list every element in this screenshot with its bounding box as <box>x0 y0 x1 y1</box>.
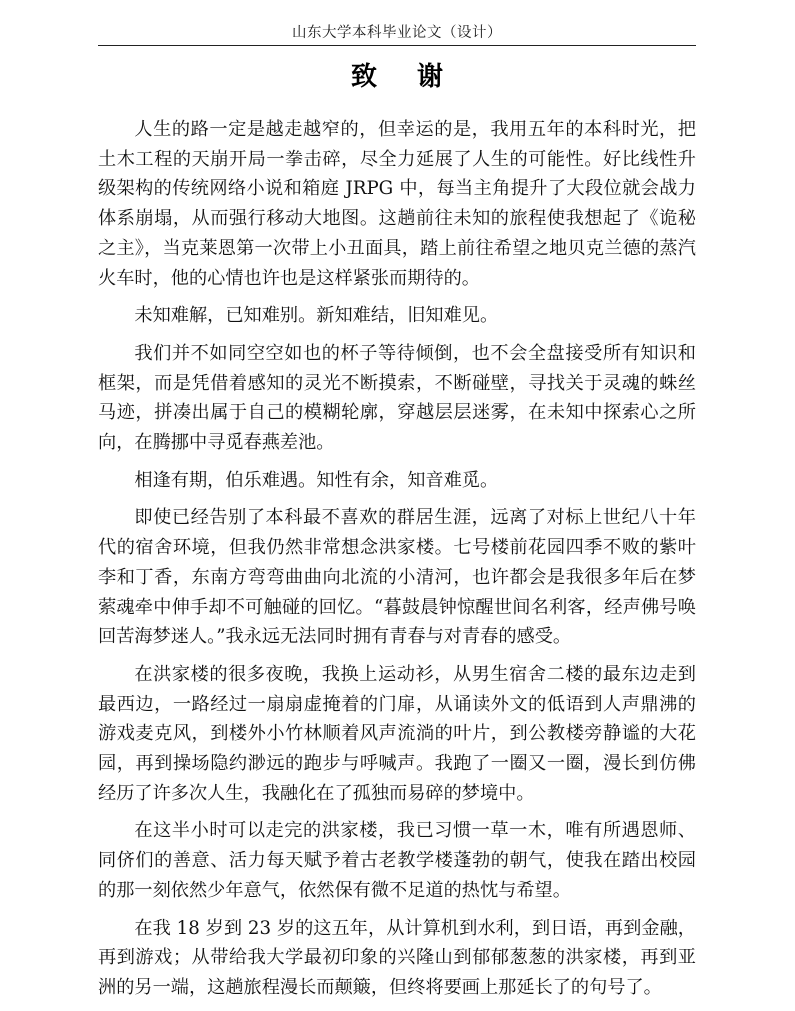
paragraph: 在我 18 岁到 23 岁的这五年，从计算机到水利，到日语，再到金融，再到游戏；从带给我大学最初印象的兴隆山到郁郁葱葱的洪家楼，再到亚洲的另一端，这趟旅程漫长而颠簸，但终将要画上那延长了的句号了。 <box>98 917 696 998</box>
section-title: 致谢 <box>350 62 483 92</box>
body-text <box>98 115 696 1011</box>
paragraph: 相逢有期，伯乐难遇。知性有余，知音难觅。 <box>134 469 499 491</box>
paragraph: 未知难解，已知难别。新知难结，旧知难见。 <box>134 305 499 327</box>
header-rule <box>98 45 696 46</box>
paragraph: 在洪家楼的很多夜晚，我换上运动衫，从男生宿舍二楼的最东边走到最西边，一路经过一扇扇虚掩着的门扉，从诵读外文的低语到人声鼎沸的游戏麦克风，到楼外小竹林顺着风声流淌的叶片，到公教楼旁静谧的大花园，再到操场隐约渺远的跑步与呼喊声。我跑了一圈又一圈，漫长到仿佛经历了许多次人生，我融化在了孤独而易碎的梦境中。 <box>98 663 696 804</box>
paragraph: 在这半小时可以走完的洪家楼，我已习惯一草一木，唯有所遇恩师、同侪们的善意、活力每天赋予着古老教学楼蓬勃的朝气，使我在踏出校园的那一刻依然少年意气，依然保有微不足道的热忱与希望。 <box>98 820 696 901</box>
running-header: 山东大学本科毕业论文（设计） <box>292 25 502 41</box>
paragraph: 人生的路一定是越走越窄的，但幸运的是，我用五年的本科时光，把土木工程的天崩开局一拳击碎，尽全力延展了人生的可能性。好比线性升级架构的传统网络小说和箱庭 JRPG 中，每当主角提升了大段位就会战力体系崩塌，从而强行移动大地图。这趟前往未知的旅程使我想起了《诡秘之主》，当克莱恩第一次带上小丑面具，踏上前往希望之地贝克兰德的蒸汽火车时，他的心情也许也是这样紧张而期待的。 <box>98 119 696 289</box>
paragraph: 即使已经告别了本科最不喜欢的群居生涯，远离了对标上世纪八十年代的宿舍环境，但我仍然非常想念洪家楼。七号楼前花园四季不败的紫叶李和丁香，东南方弯弯曲曲向北流的小清河，也许都会是我很多年后在梦萦魂牵中伸手却不可触碰的回忆。“暮鼓晨钟惊醒世间名利客，经声佛号唤回苦海梦迷人。”我永远无法同时拥有青春与对青春的感受。 <box>98 507 696 648</box>
paragraph: 我们并不如同空空如也的杯子等待倾倒，也不会全盘接受所有知识和框架，而是凭借着感知的灵光不断摸索，不断碰壁，寻找关于灵魂的蛛丝马迹，拼凑出属于自己的模糊轮廓，穿越层层迷雾，在未知中探索心之所向，在腾挪中寻觅春燕差池。 <box>98 342 696 454</box>
